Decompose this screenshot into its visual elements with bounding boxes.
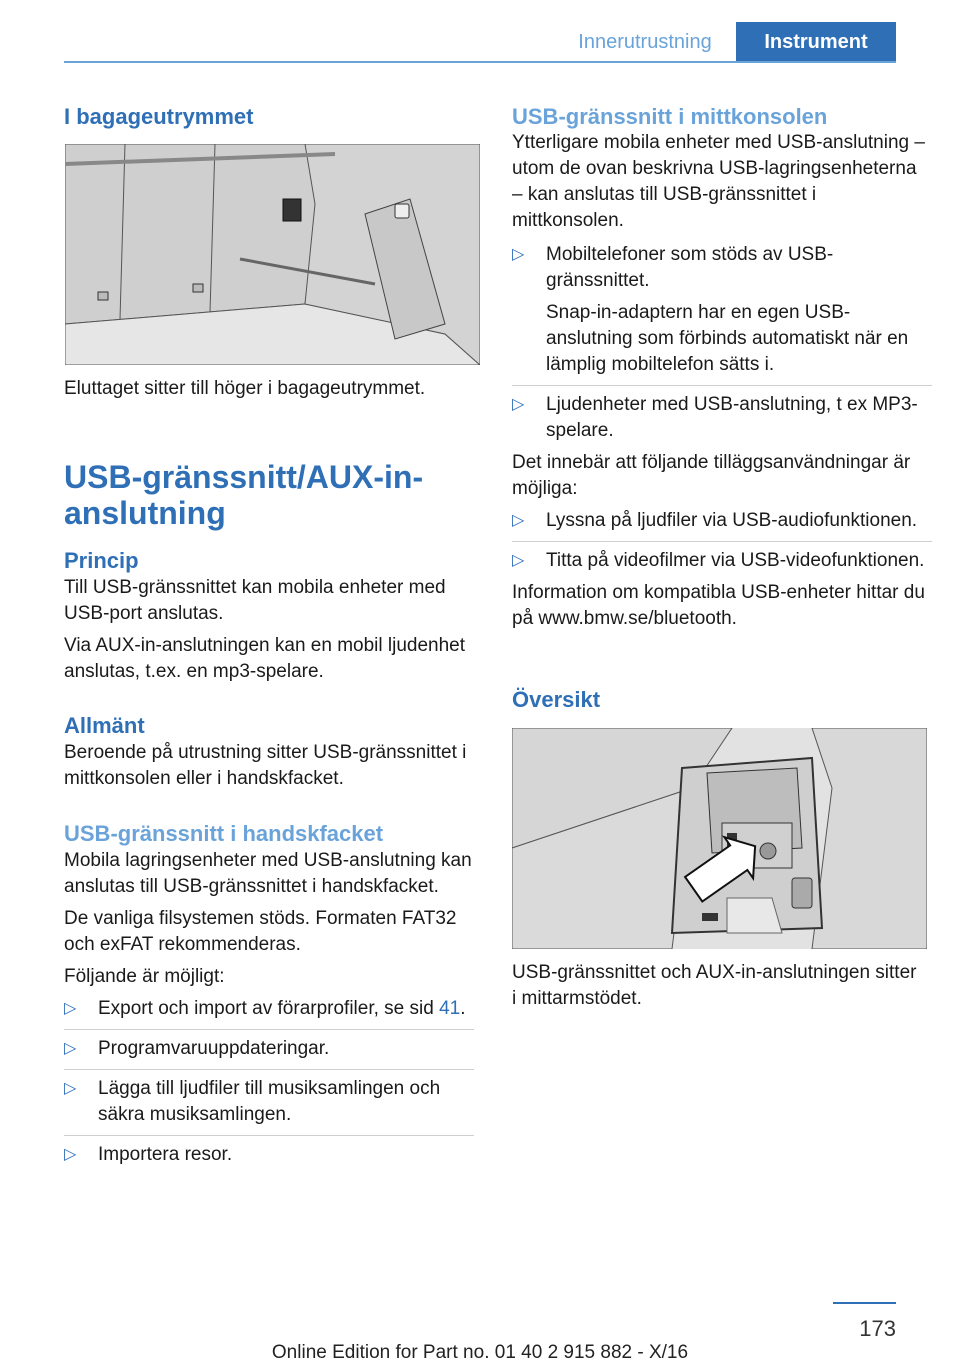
armrest-usb-image (512, 728, 927, 949)
header-rule (64, 61, 896, 63)
divider (512, 541, 932, 542)
principle-section (64, 547, 474, 685)
triangle-bullet-icon: ▷ (512, 246, 525, 263)
main-title: USB-gränssnitt/AUX-in-anslutning (64, 459, 424, 531)
triangle-bullet-icon: ▷ (64, 1146, 77, 1163)
footer-edition: Online Edition for Part no. 01 40 2 915 882 - X/16 (271, 1342, 689, 1363)
triangle-bullet-icon: ▷ (64, 1080, 77, 1097)
header-section-tab[interactable]: Innerutrustning (578, 31, 712, 53)
principle-text-1: Till USB-gränssnittet kan mobila enheter med USB-port anslutas. (64, 577, 446, 624)
general-text: Beroende på utrustning sitter USB-gränssnittet i mittkonsolen eller i handskfacket. (64, 742, 467, 789)
triangle-bullet-icon: ▷ (512, 552, 525, 569)
glovebox-heading: USB-gränssnitt i handskfacket (64, 821, 384, 846)
divider (64, 1135, 474, 1136)
glovebox-list (64, 996, 474, 1168)
list-item: ▷ Titta på videofilmer via USB-videofunktionen. (512, 548, 932, 574)
page-number: 173 (859, 1316, 896, 1341)
list-item: ▷ Mobiltelefoner som stöds av USB-gränssnittet. Snap-in-adaptern har en egen USB-anslutning som förbinds automatiskt när en lämplig mobiltelefon sätts i. (512, 242, 932, 378)
triangle-bullet-icon: ▷ (64, 1000, 77, 1017)
principle-heading: Princip (64, 548, 139, 573)
console-text-1: Ytterligare mobila enheter med USB-anslutning – utom de ovan beskrivna USB-lagringsenheterna – kan anslutas till USB-gränssnittet i mittkonsolen. (512, 132, 925, 231)
triangle-bullet-icon: ▷ (512, 512, 525, 529)
list-item: ▷ Programvaruuppdateringar. (64, 1036, 474, 1062)
console-text-2: Det innebär att följande tilläggsanvändningar är möjliga: (512, 452, 911, 499)
list-item-subtext: Snap-in-adaptern har en egen USB-anslutning som förbinds automatiskt när en lämplig mobiltelefon sätts i. (546, 302, 909, 375)
principle-text-2: Via AUX-in-anslutningen kan en mobil ljudenhet anslutas, t.ex. en mp3-spelare. (64, 635, 466, 682)
console-list-1 (512, 242, 932, 444)
divider (64, 1029, 474, 1030)
list-item: ▷ Importera resor. (64, 1142, 474, 1168)
trunk-socket-image (65, 144, 480, 365)
list-item: ▷ Lägga till ljudfiler till musiksamlingen och säkra musiksamlingen. (64, 1078, 441, 1125)
overview-caption: USB-gränssnittet och AUX-in-anslutningen sitter i mittarmstödet. (512, 962, 917, 1009)
console-heading: USB-gränssnitt i mittkonsolen (512, 104, 828, 129)
list-item: ▷ Ljudenheter med USB-anslutning, t ex MP3-spelare. (512, 394, 918, 441)
general-section (64, 712, 474, 792)
glovebox-section (64, 820, 474, 1168)
footer-rule (833, 1302, 896, 1304)
list-item: ▷ Export och import av förarprofiler, se sid 41. (64, 996, 474, 1022)
list-item: ▷ Lyssna på ljudfiler via USB-audiofunktionen. (512, 508, 932, 534)
triangle-bullet-icon: ▷ (64, 1040, 77, 1057)
divider (64, 1069, 474, 1070)
console-section (512, 104, 932, 632)
glovebox-text-1: Mobila lagringsenheter med USB-anslutning kan anslutas till USB-gränssnittet i handskfacket. (64, 850, 472, 897)
glovebox-text-3: Följande är möjligt: (64, 966, 225, 987)
overview-heading: Översikt (512, 687, 601, 712)
header-chapter-tab[interactable]: Instrument (736, 22, 896, 62)
console-text-3: Information om kompatibla USB-enheter hittar du på www.bmw.se/bluetooth. (512, 582, 925, 629)
glovebox-text-2: De vanliga filsystemen stöds. Formaten FAT32 och exFAT rekommenderas. (64, 908, 457, 955)
general-heading: Allmänt (64, 713, 145, 738)
console-list-2 (512, 508, 932, 574)
page-link[interactable]: 41 (439, 998, 461, 1019)
triangle-bullet-icon: ▷ (512, 396, 525, 413)
trunk-heading: I bagageutrymmet (64, 104, 254, 129)
trunk-caption: Eluttaget sitter till höger i bagageutrymmet. (64, 378, 426, 399)
divider (512, 385, 932, 386)
